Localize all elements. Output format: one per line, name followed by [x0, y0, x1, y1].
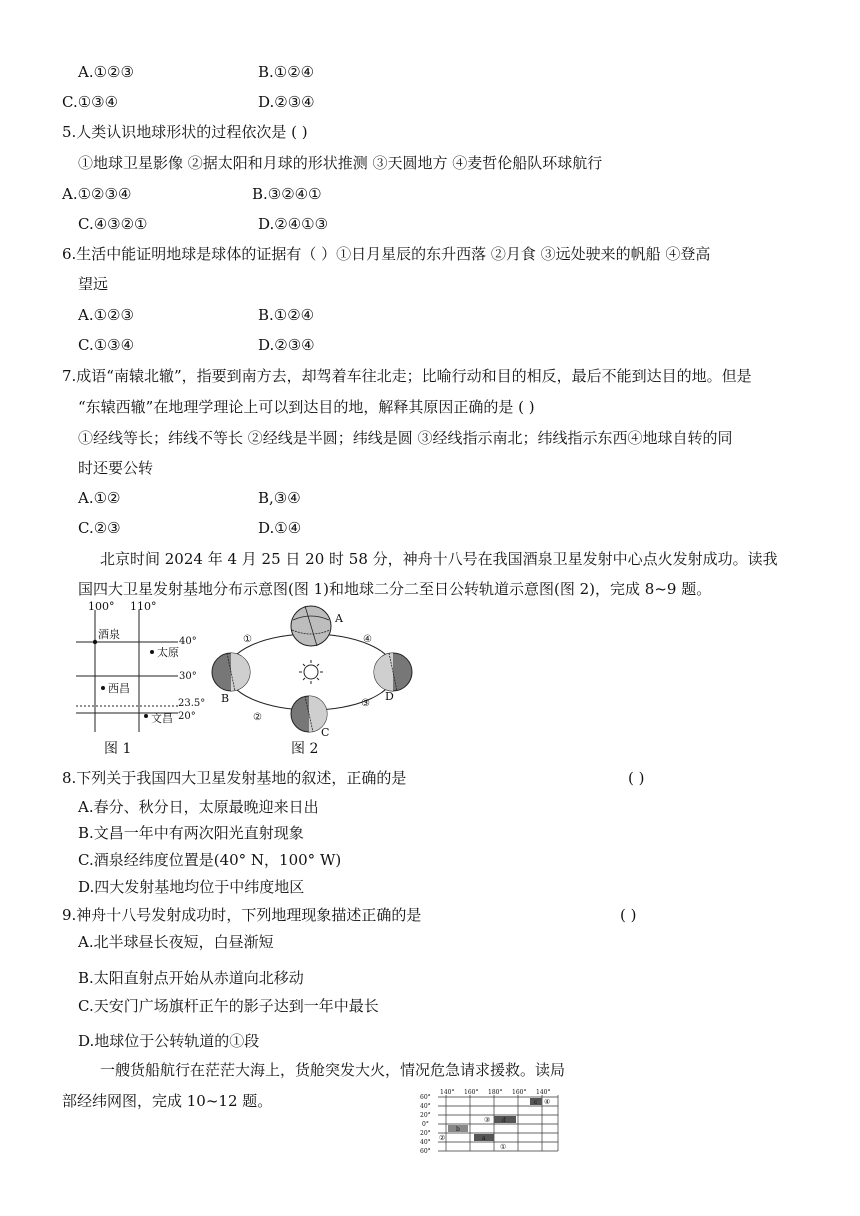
q8-stem: 8.下列关于我国四大卫星发射基地的叙述，正确的是 — [62, 769, 407, 787]
fig1-lon-100: 100° — [88, 600, 115, 613]
earth-a — [291, 606, 331, 646]
city-wenchang: 文昌 — [151, 712, 173, 725]
intro-10-12-cont: 部经纬网图，完成 10~12 题。 — [62, 1092, 273, 1110]
figure-1-map — [66, 600, 216, 740]
earth-b — [212, 653, 250, 691]
mark-b: b — [456, 1126, 460, 1133]
wenchang-dot — [144, 714, 148, 718]
q7-stem: 7.成语“南辕北辙”，指要到南方去，却驾着车往北走；比喻行动和目的相反，最后不能到达目的地。但是 — [62, 367, 752, 385]
label-b: B — [221, 692, 230, 705]
mark-3: ③ — [484, 1116, 491, 1124]
figure-3-graticule — [418, 1087, 568, 1153]
lat-20-n: 20° — [420, 1112, 431, 1119]
q8-option-a: A.春分、秋分日，太原最晚迎来日出 — [78, 798, 319, 816]
intro-10-12: 一艘货船航行在茫茫大海上，货舱突发大火，情况危急请求援救。读局 — [100, 1061, 566, 1079]
label-a: A — [335, 612, 343, 625]
sun-icon — [299, 660, 323, 684]
figure-1-caption: 图 1 — [104, 741, 132, 757]
q7-items: ①经线等长；纬线不等长 ②经线是半圆；纬线是圆 ③经线指示南北；纬线指示东西④地球自转的同 — [78, 429, 733, 447]
lat-40-n: 40° — [420, 1103, 431, 1110]
q5-option-a: A.①②③④ — [62, 185, 132, 203]
fig1-lat-20: 20° — [178, 711, 196, 722]
lat-20-s: 20° — [420, 1130, 431, 1137]
city-taiyuan: 太原 — [157, 646, 179, 659]
xichang-dot — [101, 686, 105, 690]
q4-option-c: C.①③④ — [62, 93, 119, 111]
q7-stem-cont: “东辕西辙”在地理学理论上可以到达目的地，解释其原因正确的是 ( ) — [78, 398, 535, 416]
mark-4: ④ — [544, 1098, 551, 1106]
label-c: C — [321, 726, 330, 738]
q7-items-cont: 时还要公转 — [78, 459, 154, 477]
mark-a: a — [482, 1135, 486, 1142]
lon-180: 180° — [488, 1089, 503, 1096]
q4-option-a: A.①②③ — [78, 63, 134, 81]
q7-option-a: A.①② — [78, 489, 121, 507]
q6-stem: 6.生活中能证明地球是球体的证据有（ ）①日月星辰的东升西落 ②月食 ③远处驶来的帆船 ④登高 — [62, 245, 711, 263]
lon-140-w: 140° — [440, 1089, 455, 1096]
mark-d: d — [502, 1117, 506, 1124]
q9-paren: ( ) — [620, 906, 637, 924]
segment-1: ① — [243, 634, 252, 645]
q5-items: ①地球卫星影像 ②据太阳和月球的形状推测 ③天圆地方 ④麦哲伦船队环球航行 — [78, 154, 603, 172]
q5-option-d: D.②④①③ — [258, 215, 329, 233]
city-jiuquan: 酒泉 — [98, 628, 120, 641]
q6-stem-cont: 望远 — [78, 275, 109, 293]
q7-option-b: B,③④ — [258, 489, 301, 507]
q9-option-c: C.天安门广场旗杆正午的影子达到一年中最长 — [78, 997, 379, 1015]
fig1-lon-110: 110° — [130, 600, 157, 613]
lat-60-n: 60° — [420, 1094, 431, 1101]
jiuquan-dot — [93, 640, 97, 644]
q8-option-d: D.四大发射基地均位于中纬度地区 — [78, 878, 305, 896]
q8-option-c: C.酒泉经纬度位置是(40° N，100° W) — [78, 851, 342, 869]
lon-160-e: 160° — [512, 1089, 527, 1096]
q8-paren: ( ) — [628, 769, 645, 787]
q6-option-a: A.①②③ — [78, 306, 134, 324]
lat-60-s: 60° — [420, 1148, 431, 1153]
lat-40-s: 40° — [420, 1139, 431, 1146]
q5-option-c: C.④③②① — [78, 215, 148, 233]
q6-option-d: D.②③④ — [258, 336, 315, 354]
earth-d — [374, 653, 412, 691]
q7-option-c: C.②③ — [78, 519, 121, 537]
lat-0: 0° — [422, 1121, 429, 1128]
intro-8-9-cont: 国四大卫星发射基地分布示意图(图 1)和地球二分二至日公转轨道示意图(图 2)，完成 8~9 题。 — [78, 580, 712, 598]
mark-1: ① — [500, 1143, 507, 1151]
segment-4: ④ — [363, 634, 372, 645]
intro-8-9: 北京时间 2024 年 4 月 25 日 20 时 58 分，神舟十八号在我国酒泉卫星发射中心点火发射成功。读我 — [100, 550, 778, 568]
mark-2: ② — [439, 1134, 446, 1142]
figure-2-orbit — [205, 602, 415, 738]
q5-stem: 5.人类认识地球形状的过程依次是 ( ) — [62, 123, 308, 141]
q9-option-b: B.太阳直射点开始从赤道向北移动 — [78, 969, 304, 987]
q9-stem: 9.神舟十八号发射成功时，下列地理现象描述正确的是 — [62, 906, 422, 924]
lon-160-w: 160° — [464, 1089, 479, 1096]
fig1-lat-40: 40° — [179, 636, 197, 647]
q6-option-c: C.①③④ — [78, 336, 135, 354]
fig1-lat-23-5: 23.5° — [178, 698, 206, 709]
city-xichang: 西昌 — [108, 682, 130, 695]
q8-option-b: B.文昌一年中有两次阳光直射现象 — [78, 824, 304, 842]
fig1-lat-30: 30° — [179, 671, 197, 682]
q9-option-d: D.地球位于公转轨道的①段 — [78, 1032, 260, 1050]
taiyuan-dot — [150, 650, 154, 654]
segment-2: ② — [253, 712, 262, 723]
figure-2-caption: 图 2 — [291, 741, 319, 757]
q7-option-d: D.①④ — [258, 519, 302, 537]
lon-140-e: 140° — [536, 1089, 551, 1096]
q4-option-b: B.①②④ — [258, 63, 315, 81]
mark-c: c — [534, 1099, 538, 1106]
q9-option-a: A.北半球昼长夜短，白昼渐短 — [78, 933, 274, 951]
label-d: D — [385, 690, 394, 703]
q5-option-b: B.③②④① — [252, 185, 322, 203]
segment-3: ③ — [361, 698, 370, 709]
q4-option-d: D.②③④ — [258, 93, 315, 111]
q6-option-b: B.①②④ — [258, 306, 315, 324]
